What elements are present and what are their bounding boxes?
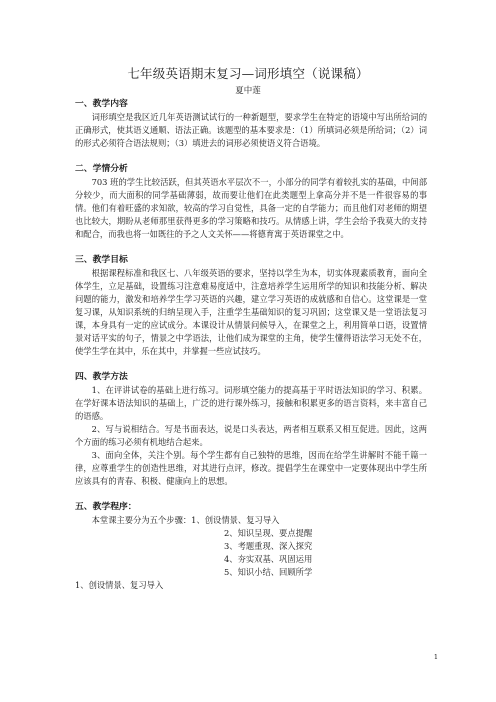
- section-paragraph: 3、面向全体，关注个别。每个学生都有自己独特的思维，因而在给学生讲解时不能千篇一律，应尊重学生的创造性思维，对其进行点评，修改。提倡学生在课堂中一定要体现出中学生所应该具有的青春、积极、健康向上的思想。: [75, 450, 427, 486]
- step-line: [75, 540, 427, 553]
- section-paragraph: 根据课程标准和我区七、八年级英语的要求，坚持以学生为本，切实体现素质教育，面向全体学生，立足基础，设置练习注意难易度适中，注意培养学生运用所学的知识和技能分析、解决问题的能力，激发和培养学生学习英语的兴趣，建立学习英语的成就感和自信心。这堂课是一堂复习课，从知识系统的归纳呈现入手，注重学生基础知识的复习巩固；这堂课又是一堂语法复习课，本身具有一定的应试成分。本课设计从情景问候导入，在课堂之上，利用简单口语，设置情景对话平实的句子，情景之中学语法，让他们成为课堂的主角，使学生懂得语法学习无处不在，使学生学在其中，乐在其中，并掌握一些应试技巧。: [75, 268, 427, 356]
- spacer: [75, 488, 427, 501]
- section-heading-goals: 三、教学目标: [75, 255, 128, 265]
- step-detail-heading: 1、创设情景、复习导入: [75, 580, 164, 590]
- procedure-steps: [75, 514, 427, 592]
- section-heading-content: 一、教学内容: [75, 99, 128, 109]
- spacer: [75, 241, 427, 254]
- step-line: [75, 553, 427, 566]
- step-line: [75, 514, 427, 527]
- step-line: [75, 527, 427, 540]
- section-paragraph: 703 班的学生比较活跃，但其英语水平层次不一，小部分的同学有着较扎实的基础，中间部分较少，而大面积的同学基础薄弱，故而要让他们在此类题型上拿高分并不是一件很容易的事情。他们有着旺盛的求知欲，较高的学习自觉性，具备一定的自学能力；而且他们对老师的期望也比较大，期盼从老师那里获得更多的学习策略和技巧。从情感上讲，学生会给予我莫大的支持和配合，而我也将一如既往的予之人文关怀——将德育寓于英语课堂之中。: [75, 177, 427, 239]
- document-author: 夏中莲: [235, 86, 261, 96]
- section-paragraph: 词形填空是我区近几年英语测试试行的一种新题型，要求学生在特定的语境中写出所给词的正确形式，使其语义通顺、语法正确。该题型的基本要求是：（1）所填词必须是所给词；（2）词的形式必须符合语法规则；（3）填进去的词形必须使语义符合语境。: [75, 112, 427, 148]
- document-title: 七年级英语期末复习—词形填空（说课稿）: [127, 66, 369, 81]
- step-item: 1、创设情景、复习导入: [191, 515, 280, 525]
- section-heading-students: 二、学情分析: [75, 164, 128, 174]
- spacer: [75, 358, 427, 371]
- step-line: [75, 566, 427, 579]
- step-item: 2、知识呈现、要点提醒: [224, 528, 313, 538]
- steps-intro: 本堂课主要分为五个步骤：: [91, 515, 192, 525]
- step-item: 3、考题重现、深入探究: [224, 541, 313, 551]
- section-heading-procedure: 五、教学程序：: [75, 502, 137, 512]
- section-heading-methods: 四、教学方法: [75, 372, 128, 382]
- step-item: 5、知识小结、回顾所学: [224, 567, 313, 577]
- section-paragraph: 2、写与说相结合。写是书面表达，说是口头表达，两者相互联系又相互促进。因此，这两个方面的练习必须有机地结合起来。: [75, 424, 427, 447]
- document-body: [75, 98, 427, 592]
- section-paragraph: 1、在评讲试卷的基础上进行练习。词形填空能力的提高基于平时语法知识的学习、积累。在学好课本语法知识的基础上，广泛的进行课外练习，接触和积累更多的语言资料，来丰富自己的语感。: [75, 385, 427, 421]
- page-number: 1: [433, 653, 438, 661]
- step-item: 4、夯实双基、巩固运用: [224, 554, 313, 564]
- spacer: [75, 150, 427, 163]
